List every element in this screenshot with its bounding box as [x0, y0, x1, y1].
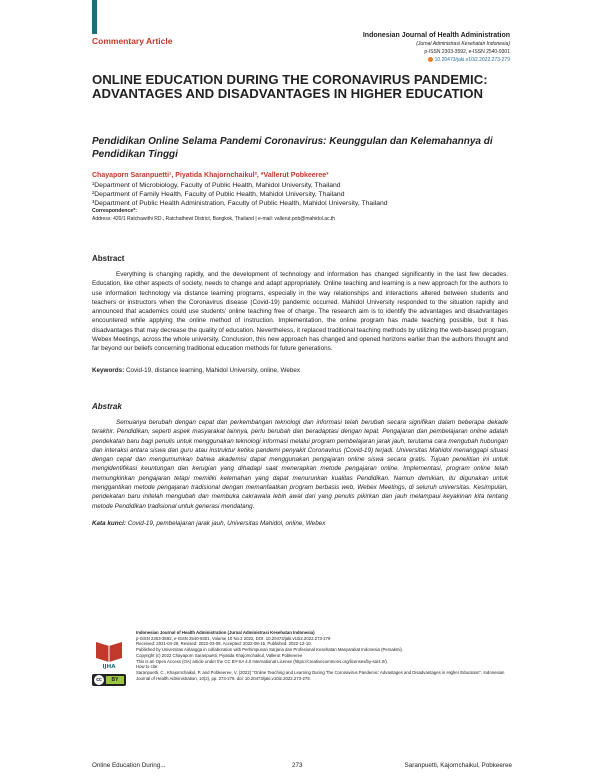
kata-kunci-label: Kata kunci: [92, 520, 126, 527]
cc-license-badge[interactable] [92, 674, 126, 686]
article-info-text [136, 630, 512, 681]
kata-kunci [92, 520, 512, 527]
doi-icon [428, 57, 433, 62]
correspondence-address: Address: 420/1 Ratchawithi RD., Ratchathewi District, Bangkok, Thailand | e-mail: vallerut.pob@mahidol.ac.th [92, 216, 336, 222]
keywords-value: Covid-19, distance learning, Mahidol University, online, Webex [125, 367, 301, 374]
journal-name: Indonesian Journal of Health Administration [362, 32, 510, 39]
correspondence-label: Correspondence*: [92, 208, 137, 214]
running-title: Online Education During... [92, 762, 166, 769]
by-icon: BY [106, 676, 124, 684]
journal-logo [92, 636, 126, 670]
article-type-label: Commentary Article [92, 36, 173, 46]
running-authors: Saranpuetti, Kajornchaikul, Pobkeeree [404, 762, 512, 769]
article-info-box [92, 630, 512, 690]
affiliation-2: ²Department of Family Health, Faculty of Public Health, Mahidol University, Thailand [92, 191, 345, 198]
affiliation-1: ¹Department of Microbiology, Faculty of Public Health, Mahidol University, Thailand [92, 182, 341, 189]
info-copyright: Copyright (c) 2022 Chayaporn Saranpuetti, Piyatida Khajornchaikul, Vallerut Pobkeeree [136, 652, 303, 658]
journal-subtitle: (Jurnal Administrasi Kesehatan Indonesia) [416, 41, 510, 47]
info-issn-line: p-ISSN 2303-3592, e-ISSN 2540-9301, Volume 10 No.2 2022, DOI: 10.20473/jaki.v10i2.2022.273-279 [136, 635, 331, 641]
journal-issn: p-ISSN 2303-3592, e-ISSN 2540-9301 [424, 49, 510, 55]
affiliation-3: ³Department of Public Health Administration, Faculty of Public Health, Mahidol University, Thailand [92, 200, 388, 207]
header-accent-bar [92, 0, 97, 34]
info-journal-line: Indonesian Journal of Health Administration (Jurnal Administrasi Kesehatan Indonesia) [136, 630, 315, 635]
abstrak-text: Semuanya berubah dengan cepat dan perkembangan teknologi dan informasi telah berubah secara signifikan dalam beberapa dekade terakhir. Pendidikan, seperti aspek masyarakat lainnya, perlu berubah dan beradaptasi dengan tepat. Pengajaran dan pembelajaran online adalah pendekatan baru bagi penulis untuk menggunakan teknologi informasi melalui program pembelajaran jarak jauh, terutama cara mengubah hubungan dan interaksi antara siswa dan guru atau instruktur ketika pandemi penyakit Coronavirus (Covid-19) terjadi. Universitas Mahidol menanggapi situasi dengan cepat dan mengumumkan bahwa akademisi dapat menggunakan pengajaran online siswa secara gratis. Tujuan penelitian ini untuk mengidentifikasi keuntungan dan kerugian yang dihadapi saat menerapkan metode pengajaran online. Implementasi, program online telah memungkinkan pengajaran tetapi memiliki kelemahan yang dapat menurunkan kualitas Pendidikan. Namun demikian, itu digunakan untuk menggantikan metode pengajaran tradisional dengan memanfaatkan program berbasis web, Webex Meetings, di seluruh universitas. Kesimpulan, pendekatan baru initelah mengubah dan membuka cakrawala lebih awal dari yang penulis pikirkan dan jauh melampaui keyakinan kita tentang metode Pendidikan tradisional untuk generasi mendatang. [92, 419, 508, 510]
abstrak-heading: Abstrak [92, 402, 122, 411]
cc-icon: cc [94, 675, 104, 685]
info-dates: Received: 2021-04-29, Revised: 2022-03-09, Accepted: 2022-08-15, Published: 2022-12-10. [136, 641, 312, 647]
article-title: ONLINE EDUCATION DURING THE CORONAVIRUS PANDEMIC: ADVANTAGES AND DISADVANTAGES IN HIGHER EDUCATION [92, 72, 488, 101]
info-citation: Saranpuetti, C., Khajornchaikul, P. and Pobkeeree, V. (2022) "Online Teaching and Learning During The Coronavirus Pandemic: Advantages and Disadvantages in Higher Education", Indonesian Journal of Health Administration, 10(2), pp. 273-279. doi: 10.20473/jaki.v10i2.2022.273-279. [136, 669, 505, 681]
article-subtitle: Pendidikan Online Selama Pandemi Coronavirus: Keunggulan dan Kelemahannya di Pendidikan Tinggi [92, 136, 493, 160]
info-publisher: Published by Universitas Airlangga in collaboration with Perhimpunan Sarjana dan Profesional Kesehatan Masyarakat Indonesia (Persakmi). [136, 647, 404, 653]
info-license: This is an Open Access (OA) article under the CC BY-SA 4.0 International License (https://creativecommons.org/licenses/by-sa/4.0/). [136, 658, 389, 664]
keywords [92, 367, 512, 374]
doi-text: 10.20473/jaki.v10i2.2022.273-279 [434, 57, 510, 63]
journal-header [363, 32, 510, 64]
logo-text: IJHA [102, 664, 116, 670]
author-list: Chayaporn Saranpuetti¹, Piyatida Khajornchaikul², *Vallerut Pobkeeree³ [92, 172, 329, 179]
kata-kunci-value: Covid-19, pembelajaran jarak jauh, Universitas Mahidol, online, Webex [127, 520, 326, 527]
doi-link[interactable] [363, 56, 510, 64]
keywords-label: Keywords: [92, 367, 125, 374]
abstract-heading: Abstract [92, 254, 125, 263]
info-how-to-cite-label: How to cite: [136, 664, 159, 670]
abstract-text: Everything is changing rapidly, and the development of technology and information has changed significantly in the last few decades. Education, like other aspects of society, needs to change and adapt appropriately. Online teaching and learning is a new approach for the authors to use information technology via distance learning programs, especially in the way relationships and interactions altered between students and teachers or instructors when the Coronavirus disease (Covid-19) pandemic occurred. Mahidol University responded to the situation rapidly and announced that academics could use students' online teaching free of charge. The research aim is to identify the advantages and disadvantages encountered while applying the online method of instruction. Implementation, the online program has made teaching possible, but it has disadvantages that may decrease the quality of education. Nevertheless, it replaced traditional teaching methods by utilizing the web-based program, Webex Meetings, across the whole university. Conclusion, this new approach has changed and opened horizons earlier than the authors thought and far beyond our beliefs concerning traditional education methods for future generations. [92, 271, 508, 353]
page-number: 273 [292, 762, 303, 769]
